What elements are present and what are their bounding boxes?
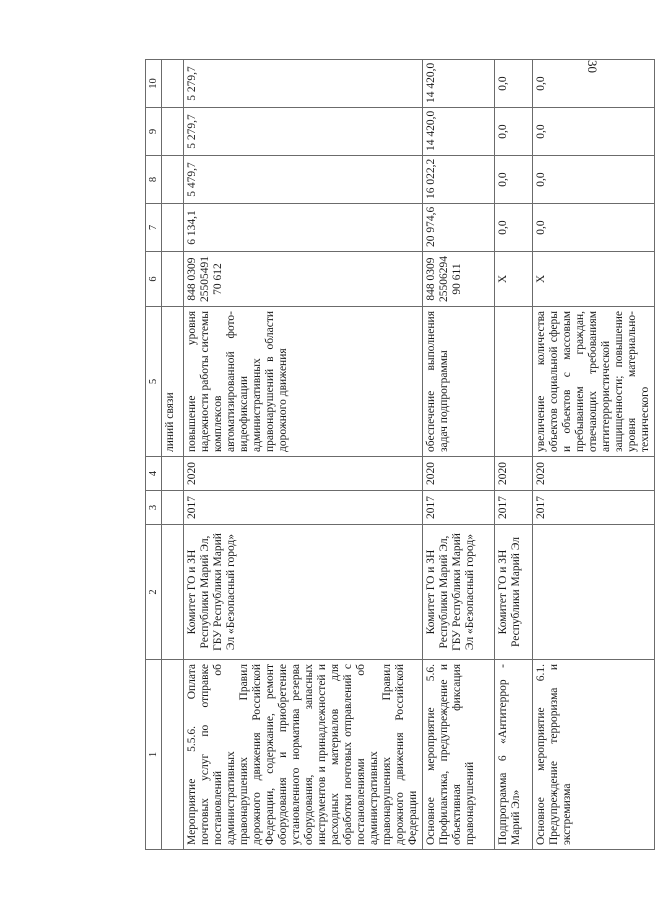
value-2019: 14 420,0: [423, 108, 495, 156]
start-year: 2017: [423, 491, 495, 525]
program-table: [145, 59, 655, 850]
end-year: 2020: [533, 457, 655, 491]
column-header: 6: [146, 252, 162, 307]
table-row: [423, 60, 495, 850]
value-2018: 0,0: [495, 156, 533, 204]
column-header: 1: [146, 660, 162, 850]
column-header: 10: [146, 60, 162, 108]
column-header: 7: [146, 204, 162, 252]
expected-result: увеличение количества объектов социальной сферы и объектов с массовым пребыванием граждан, отвечающих требованиям антитеррористической защищенности; повышение уровня материально-технического: [533, 307, 655, 457]
start-year: 2017: [184, 491, 423, 525]
column-header: 2: [146, 525, 162, 660]
table-row: [495, 60, 533, 850]
value-2017: 0,0: [533, 204, 655, 252]
value-2018: 0,0: [533, 156, 655, 204]
value-2020: 14 420,0: [423, 60, 495, 108]
subprogram-name: Подпрограмма 6 «Антитеррор - Марий Эл»: [495, 660, 533, 850]
executor: Комитет ГО и ЗН Республики Марий Эл: [495, 525, 533, 660]
executor: [533, 525, 655, 660]
column-header: 9: [146, 108, 162, 156]
value-2019: 0,0: [495, 108, 533, 156]
value-2018: 5 479,7: [184, 156, 423, 204]
value-2019: 0,0: [533, 108, 655, 156]
measure-name: Мероприятие 5.5.6. Оплата почтовых услуг по отправке постановлений об административных правонарушениях Правил дорожного движения Российской Федерации, содержание, ремонт оборудования и приобретение установленного норматива резерва оборудования, запасных инструментов и принадлежностей и расходных материалов для обработки почтовых отправлений с постановлениями об административных правонарушениях Правил дорожного движения Российской Федерации: [184, 660, 423, 850]
budget-code: X: [495, 252, 533, 307]
column-header: 8: [146, 156, 162, 204]
page-number: 30: [585, 60, 600, 73]
value-2019: 5 279,7: [184, 108, 423, 156]
value-2020: 5 279,7: [184, 60, 423, 108]
column-header: 3: [146, 491, 162, 525]
value-2017: 6 134,1: [184, 204, 423, 252]
continuation-text: линий связи: [162, 307, 184, 457]
expected-result: [495, 307, 533, 457]
executor: Комитет ГО и ЗН Республики Марий Эл, ГБУ Республики Марий Эл «Безопасный город»: [423, 525, 495, 660]
rotated-sheet: [145, 60, 651, 850]
budget-code: 848 0309 2550629490 611: [423, 252, 495, 307]
value-2018: 16 022,2: [423, 156, 495, 204]
value-2017: 0,0: [495, 204, 533, 252]
end-year: 2020: [495, 457, 533, 491]
measure-name: Основное мероприятие 6.1. Предупреждение терроризма и экстремизма: [533, 660, 655, 850]
end-year: 2020: [423, 457, 495, 491]
budget-code: 848 0309 2550549170 612: [184, 252, 423, 307]
table-row: [184, 60, 423, 850]
header-row: [146, 60, 162, 850]
expected-result: повышение уровня надежности работы системы комплексов автоматизированной фото-видеофиксации административных правонарушений в области дорожного движения: [184, 307, 423, 457]
continuation-row: [162, 60, 184, 850]
budget-code: X: [533, 252, 655, 307]
table-row: [533, 60, 655, 850]
executor: Комитет ГО и ЗН Республики Марий Эл, ГБУ Республики Марий Эл «Безопасный город»: [184, 525, 423, 660]
column-header: 4: [146, 457, 162, 491]
value-2017: 20 974,6: [423, 204, 495, 252]
value-2020: 0,0: [495, 60, 533, 108]
column-header: 5: [146, 307, 162, 457]
measure-name: Основное мероприятие 5.6. Профилактика, предупреждение и объективная фиксация правонарушений: [423, 660, 495, 850]
end-year: 2020: [184, 457, 423, 491]
expected-result: обеспечение выполнения задач подпрограммы: [423, 307, 495, 457]
value-2020: 0,0: [533, 60, 655, 108]
start-year: 2017: [495, 491, 533, 525]
start-year: 2017: [533, 491, 655, 525]
